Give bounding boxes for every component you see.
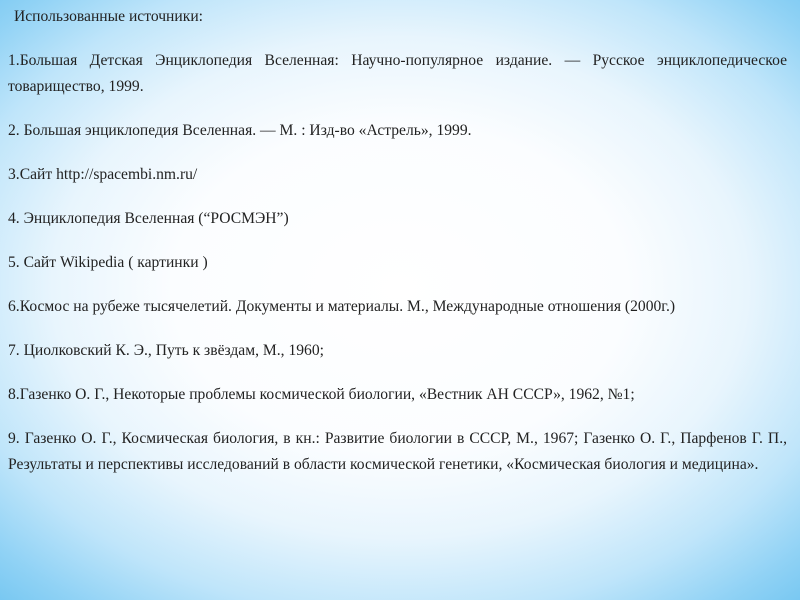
source-item-8: 8.Газенко О. Г., Некоторые проблемы космической биологии, «Вестник АН СССР», 1962, №1; xyxy=(8,386,635,403)
source-item-7: 7. Циолковский К. Э., Путь к звёздам, М., 1960; xyxy=(8,342,324,359)
source-item-1: 1.Большая Детская Энциклопедия Вселенная: Научно-популярное издание. — Русское энциклопедическое товарищество, 1999. xyxy=(8,52,787,95)
source-item-9: 9. Газенко О. Г., Космическая биология, в кн.: Развитие биологии в СССР, М., 1967; Газенко О. Г., Парфенов Г. П., Результаты и перспективы исследований в области космической генетики, «Космическая биология и медицина». xyxy=(8,430,787,473)
slide-content xyxy=(8,4,787,478)
source-item-3: 3.Сайт http://spacembi.nm.ru/ xyxy=(8,166,198,183)
sources-heading: Использованные источники: xyxy=(14,8,203,25)
source-item-2: 2. Большая энциклопедия Вселенная. — М. : Изд-во «Астрель», 1999. xyxy=(8,122,472,139)
source-item-6: 6.Космос на рубеже тысячелетий. Документы и материалы. М., Международные отношения (2000г.) xyxy=(8,298,676,315)
source-item-4: 4. Энциклопедия Вселенная (“РОСМЭН”) xyxy=(8,210,289,227)
source-item-5: 5. Сайт Wikipedia ( картинки ) xyxy=(8,254,208,271)
sources-list xyxy=(8,48,787,478)
